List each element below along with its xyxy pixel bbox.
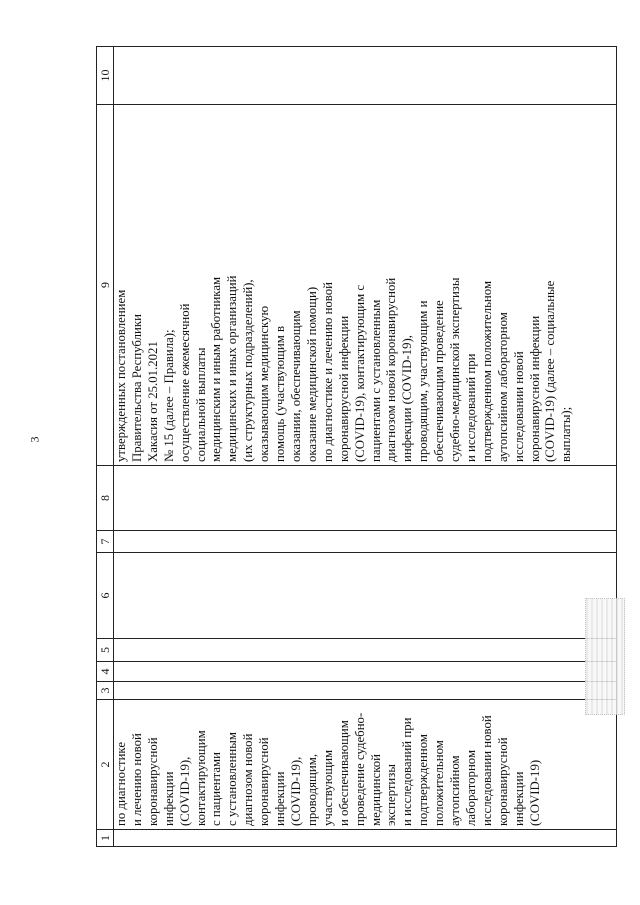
page-number: 3	[27, 436, 42, 443]
faded-stamp-mark	[585, 598, 625, 715]
cell-col5	[114, 639, 617, 662]
table-header-row	[97, 47, 114, 847]
cell-col8	[114, 466, 617, 531]
cell-col6	[114, 553, 617, 639]
column-header-7: 7	[97, 531, 114, 553]
column-header-8: 8	[97, 466, 114, 531]
column-header-4: 4	[97, 662, 114, 682]
column-header-6: 6	[97, 553, 114, 639]
column-header-10: 10	[97, 47, 114, 105]
column-header-5: 5	[97, 639, 114, 662]
cell-col3	[114, 682, 617, 700]
cell-col2: по диагностике и лечению новой коронавирусной инфекции (COVID-19), контактирующим с пациентами с установленным диагнозом новой коронавирусной инфекции (COVID-19), проводящим, участвующим и обеспечивающим проведение судебно- медицинской экспертизы и исследований при подтвержденном положительном аутопсийном лабораторном исследовании новой коронавирусной инфекции (COVID-19)	[114, 700, 617, 830]
cell-col9: утвержденных постановлением Правительства Республики Хакасия от 25.01.2021 № 15 (далее – Правила); осуществление ежемесячной социальной выплаты медицинским и иным работникам медицинских и иных организаций (их структурных подразделений), оказывающим медицинскую помощь (участвующим в оказании, обеспечивающим оказание медицинской помощи) по диагностике и лечению новой коронавирусной инфекции (COVID-19), контактирующим с пациентами с установленным диагнозом новой коронавирусной инфекции (COVID-19), проводящим, участвующим и обеспечивающим проведение судебно-медицинской экспертизы и исследований при подтвержденном положительном аутопсийном лабораторном исследовании новой коронавирусной инфекции (COVID-19) (далее – социальные выплаты);	[114, 105, 617, 466]
cell-col10	[114, 47, 617, 105]
table-row	[114, 47, 617, 847]
cell-col7	[114, 531, 617, 553]
column-header-1: 1	[97, 830, 114, 847]
column-header-9: 9	[97, 105, 114, 466]
cell-col1	[114, 830, 617, 847]
column-header-3: 3	[97, 682, 114, 700]
column-header-2: 2	[97, 700, 114, 830]
cell-col4	[114, 662, 617, 682]
data-table	[96, 46, 617, 847]
